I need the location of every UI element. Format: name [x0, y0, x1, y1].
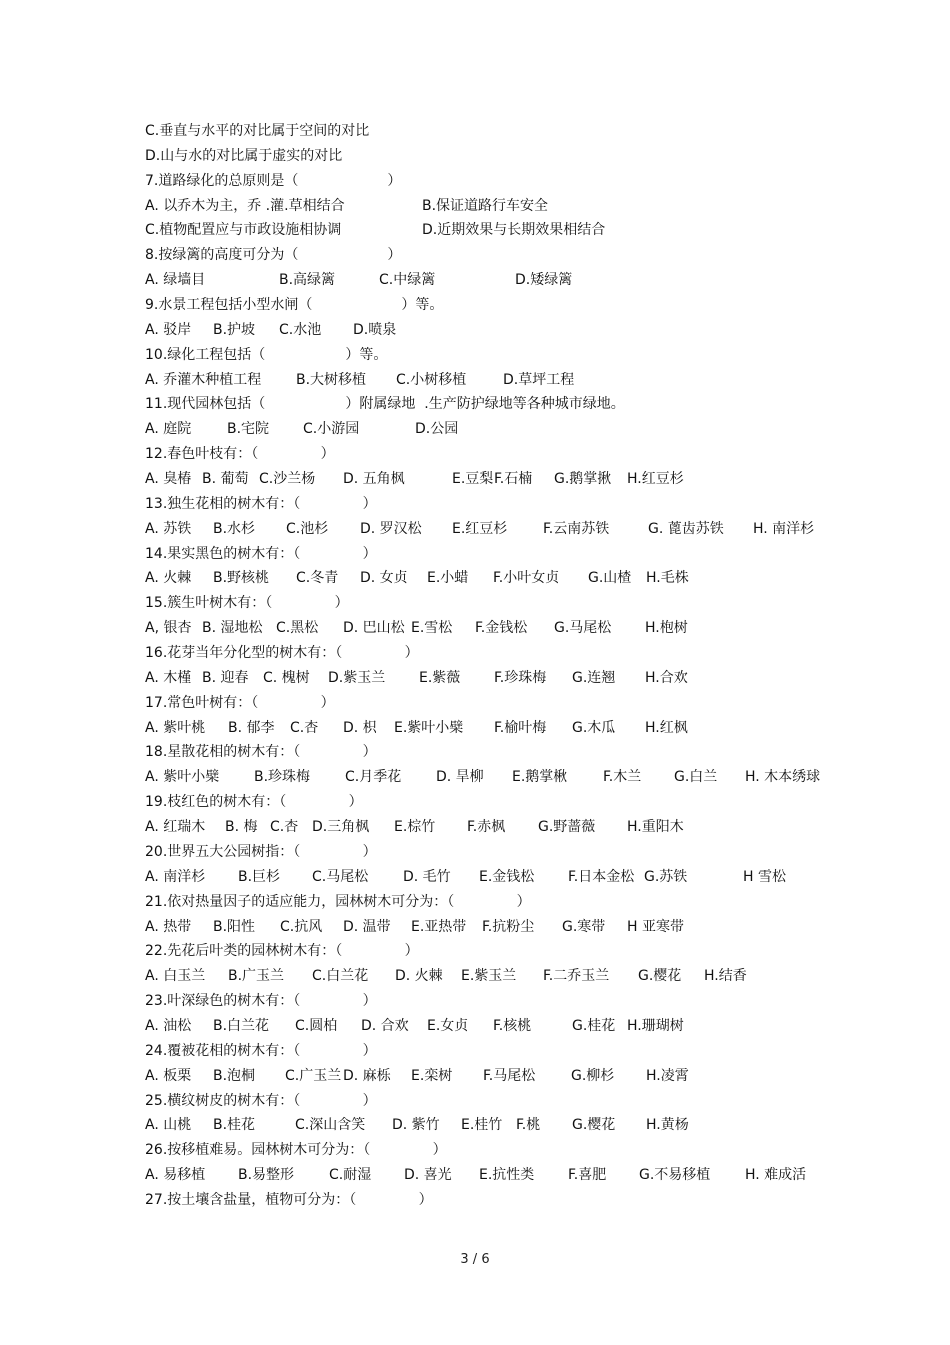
option-item: F.石楠 [494, 471, 533, 488]
option-item: G.樱花 [638, 968, 682, 985]
option-item: B. 葡萄 [202, 471, 249, 488]
option-item: C.水池 [279, 321, 322, 338]
option-item: E.桂竹 [461, 1117, 503, 1134]
option-item: D.矮绿篱 [515, 272, 573, 289]
options-row [145, 616, 905, 641]
option-item: D. 麻栎 [343, 1067, 391, 1084]
option-item: D. 合欢 [361, 1017, 409, 1034]
options-row [145, 666, 905, 691]
option-item: E.女贞 [427, 1017, 469, 1034]
option-item: E.小蜡 [427, 570, 469, 587]
option-item: A. 以乔木为主，乔 .灌.草相结合 [145, 197, 345, 214]
question-stem: 17.常色叶树有：（ ） [145, 694, 335, 711]
option-item: H.凌霄 [646, 1067, 689, 1084]
option-item: H. 木本绣球 [745, 769, 821, 786]
option-item: H 亚寒带 [627, 918, 684, 935]
option-item: B.宅院 [227, 421, 270, 438]
option-item: F.金钱松 [475, 620, 528, 637]
option-item: B.阳性 [213, 918, 256, 935]
option-item: D. 五角枫 [343, 471, 405, 488]
option-item: F.桃 [516, 1117, 541, 1134]
option-item: D. 罗汉松 [360, 520, 422, 537]
options-row [145, 964, 905, 989]
question-stem: 26.按移植难易。园林树木可分为：（ ） [145, 1142, 447, 1159]
option-item: E.紫叶小檗 [394, 719, 464, 736]
option-item: F.喜肥 [568, 1167, 607, 1184]
option-item: E.红豆杉 [452, 520, 508, 537]
option-item: D. 紫竹 [392, 1117, 440, 1134]
option-item: B.水杉 [213, 520, 256, 537]
options-row [145, 417, 905, 442]
question-stem: 8.按绿篱的高度可分为（ ） [145, 247, 402, 264]
option-item: C.抗风 [280, 918, 323, 935]
options-row [145, 517, 905, 542]
options-row [145, 1014, 905, 1039]
option-item: F.小叶女贞 [493, 570, 560, 587]
option-item: C.沙兰杨 [259, 471, 316, 488]
question-stem: 13.独生花相的树木有：（ ） [145, 495, 377, 512]
option-item: F.抗粉尘 [482, 918, 535, 935]
option-item: G.不易移植 [639, 1167, 711, 1184]
option-item: E.抗性类 [479, 1167, 535, 1184]
option-item: E.豆梨 [452, 471, 494, 488]
option-item: D. 巴山松 [343, 620, 405, 637]
option-item: H.黄杨 [646, 1117, 689, 1134]
option-item: C.杏 [290, 719, 319, 736]
option-item: A. 白玉兰 [145, 968, 206, 985]
question-stem: 18.星散花相的树木有：（ ） [145, 744, 377, 761]
option-item: C.黑松 [276, 620, 319, 637]
option-item: B. 梅 [225, 819, 258, 836]
option-item: C.小游园 [303, 421, 360, 438]
option-item: D. 喜光 [404, 1167, 452, 1184]
option-item: A. 木槿 [145, 669, 192, 686]
option-item: C.池杉 [286, 520, 329, 537]
option-item: B.珍珠梅 [254, 769, 311, 786]
option-line: D.山与水的对比属于虚实的对比 [145, 147, 343, 164]
option-item: A, 银杏 [145, 620, 192, 637]
option-item: F.木兰 [603, 769, 642, 786]
question-stem: 11.现代园林包括（ ）附属绿地 .生产防护绿地等各种城市绿地。 [145, 396, 625, 413]
option-item: B. 郁李 [228, 719, 275, 736]
option-item: C.广玉兰 [285, 1067, 342, 1084]
option-item: B.高绿篱 [279, 272, 336, 289]
option-item: B.广玉兰 [228, 968, 285, 985]
option-item: E.紫玉兰 [461, 968, 517, 985]
option-item: C.月季花 [345, 769, 402, 786]
option-item: G.柳杉 [571, 1067, 615, 1084]
question-stem: 22.先花后叶类的园林树木有：（ ） [145, 943, 419, 960]
option-item: D.紫玉兰 [328, 669, 386, 686]
option-item: D.三角枫 [312, 819, 370, 836]
option-item: D. 温带 [343, 918, 391, 935]
option-item: C.植物配置应与市政设施相协调 [145, 222, 342, 239]
option-item: B.桂花 [213, 1117, 256, 1134]
option-item: F.云南苏铁 [543, 520, 610, 537]
option-item: D. 女贞 [360, 570, 408, 587]
option-item: A. 火棘 [145, 570, 192, 587]
options-row [145, 865, 905, 890]
option-item: A. 紫叶小檗 [145, 769, 220, 786]
option-item: A. 油松 [145, 1017, 192, 1034]
question-stem: 7.道路绿化的总原则是（ ） [145, 172, 402, 189]
option-item: D.草坪工程 [503, 371, 575, 388]
question-stem: 12.春色叶枝有：（ ） [145, 446, 335, 463]
option-item: B.巨杉 [238, 868, 281, 885]
option-item: H. 难成活 [745, 1167, 807, 1184]
option-item: H. 南洋杉 [753, 520, 815, 537]
question-stem: 15.簇生叶树木有：（ ） [145, 595, 349, 612]
option-item: G.连翘 [572, 669, 616, 686]
option-item: C.圆柏 [295, 1017, 338, 1034]
option-item: G.木瓜 [572, 719, 616, 736]
option-item: A. 庭院 [145, 421, 192, 438]
question-stem: 14.果实黑色的树木有：（ ） [145, 545, 377, 562]
question-stem: 25.横纹树皮的树木有：（ ） [145, 1092, 377, 1109]
option-item: C. 槐树 [263, 669, 310, 686]
option-item: G.马尾松 [554, 620, 612, 637]
question-stem: 9.水景工程包括小型水闸（ ）等。 [145, 297, 444, 314]
option-item: H.红枫 [645, 719, 688, 736]
question-stem: 20.世界五大公园树指：（ ） [145, 843, 377, 860]
options-row [145, 765, 905, 790]
options-row [145, 1163, 905, 1188]
option-item: A. 驳岸 [145, 321, 192, 338]
question-list [145, 119, 905, 1213]
option-item: D. 毛竹 [403, 868, 451, 885]
question-stem: 23.叶深绿色的树木有：（ ） [145, 993, 377, 1010]
options-row [145, 1113, 905, 1138]
option-item: A. 热带 [145, 918, 192, 935]
option-item: H.结香 [704, 968, 747, 985]
options-row [145, 716, 905, 741]
option-item: H.枹树 [645, 620, 688, 637]
option-item: C.小树移植 [396, 371, 467, 388]
option-item: A. 南洋杉 [145, 868, 206, 885]
options-row [145, 915, 905, 940]
option-item: A. 臭椿 [145, 471, 192, 488]
option-item: A. 乔灌木种植工程 [145, 371, 262, 388]
option-line: C.垂直与水平的对比属于空间的对比 [145, 123, 370, 139]
option-item: F.珍珠梅 [494, 669, 547, 686]
question-stem: 16.花芽当年分化型的树木有：（ ） [145, 645, 419, 662]
page-number: 3 / 6 [460, 1252, 490, 1267]
option-item: E.栾树 [411, 1067, 453, 1084]
option-item: F.马尾松 [483, 1067, 536, 1084]
option-item: F.榆叶梅 [494, 719, 547, 736]
option-item: D.喷泉 [353, 321, 397, 338]
option-item: B.易整形 [238, 1167, 295, 1184]
option-item: B.护坡 [213, 321, 256, 338]
option-item: B. 迎春 [202, 669, 249, 686]
option-item: F.日本金松 [568, 868, 635, 885]
option-item: C.白兰花 [312, 968, 369, 985]
option-item: H.重阳木 [627, 819, 684, 836]
option-item: E.棕竹 [394, 819, 436, 836]
option-item: C.深山含笑 [295, 1117, 366, 1134]
option-item: D.公园 [415, 421, 459, 438]
option-item: F.二乔玉兰 [543, 968, 610, 985]
option-item: C.冬青 [296, 570, 339, 587]
option-item: G.野蔷薇 [538, 819, 596, 836]
option-item: D.近期效果与长期效果相结合 [422, 222, 606, 239]
option-item: A. 红瑞木 [145, 819, 206, 836]
option-item: E.鹅掌楸 [512, 769, 568, 786]
option-item: C.马尾松 [312, 868, 369, 885]
options-row [145, 815, 905, 840]
option-item: A. 紫叶桃 [145, 719, 206, 736]
option-item: B.泡桐 [213, 1067, 256, 1084]
option-item: H 雪松 [743, 868, 786, 885]
option-item: E.雪松 [411, 620, 453, 637]
option-item: C.杏 [270, 819, 299, 836]
options-row [145, 218, 905, 243]
option-item: G.寒带 [562, 918, 606, 935]
option-item: F.核桃 [493, 1017, 532, 1034]
option-item: D. 旱柳 [436, 769, 484, 786]
option-item: C.中绿篱 [379, 272, 436, 289]
option-item: G.樱花 [572, 1117, 616, 1134]
option-item: C.耐湿 [329, 1167, 372, 1184]
option-item: H.珊瑚树 [627, 1017, 684, 1034]
option-item: F.赤枫 [467, 819, 506, 836]
options-row [145, 194, 905, 219]
option-item: G.桂花 [572, 1017, 616, 1034]
options-row [145, 268, 905, 293]
option-item: H.合欢 [645, 669, 688, 686]
question-stem: 10.绿化工程包括（ ）等。 [145, 346, 388, 363]
option-item: A. 山桃 [145, 1117, 192, 1134]
option-item: A. 板栗 [145, 1067, 192, 1084]
option-item: D. 枳 [343, 719, 377, 736]
options-row [145, 318, 905, 343]
option-item: B.保证道路行车安全 [422, 197, 549, 214]
option-item: D. 火棘 [395, 968, 443, 985]
options-row [145, 368, 905, 393]
option-item: B.大树移植 [296, 371, 367, 388]
option-item: E.紫薇 [419, 669, 461, 686]
options-row [145, 566, 905, 591]
option-item: E.金钱松 [479, 868, 535, 885]
option-item: G.苏铁 [644, 868, 688, 885]
option-item: G. 蓖齿苏铁 [648, 520, 724, 537]
option-item: E.亚热带 [411, 918, 467, 935]
option-item: H.红豆杉 [627, 471, 684, 488]
question-stem: 24.覆被花相的树木有：（ ） [145, 1042, 377, 1059]
option-item: G.鹅掌揪 [554, 471, 612, 488]
option-item: H.毛株 [646, 570, 689, 587]
option-item: G.白兰 [674, 769, 718, 786]
options-row [145, 467, 905, 492]
question-stem: 21.依对热量因子的适应能力，园林树木可分为：（ ） [145, 893, 531, 910]
option-item: G.山楂 [588, 570, 632, 587]
option-item: B.白兰花 [213, 1017, 270, 1034]
question-stem: 19.枝红色的树木有：（ ） [145, 794, 363, 811]
option-item: B. 湿地松 [202, 620, 263, 637]
option-item: A. 苏铁 [145, 520, 192, 537]
question-stem: 27.按土壤含盐量，植物可分为：（ ） [145, 1191, 433, 1208]
option-item: A. 绿墙目 [145, 272, 206, 289]
option-item: B.野核桃 [213, 570, 270, 587]
options-row [145, 1064, 905, 1089]
option-item: A. 易移植 [145, 1167, 206, 1184]
